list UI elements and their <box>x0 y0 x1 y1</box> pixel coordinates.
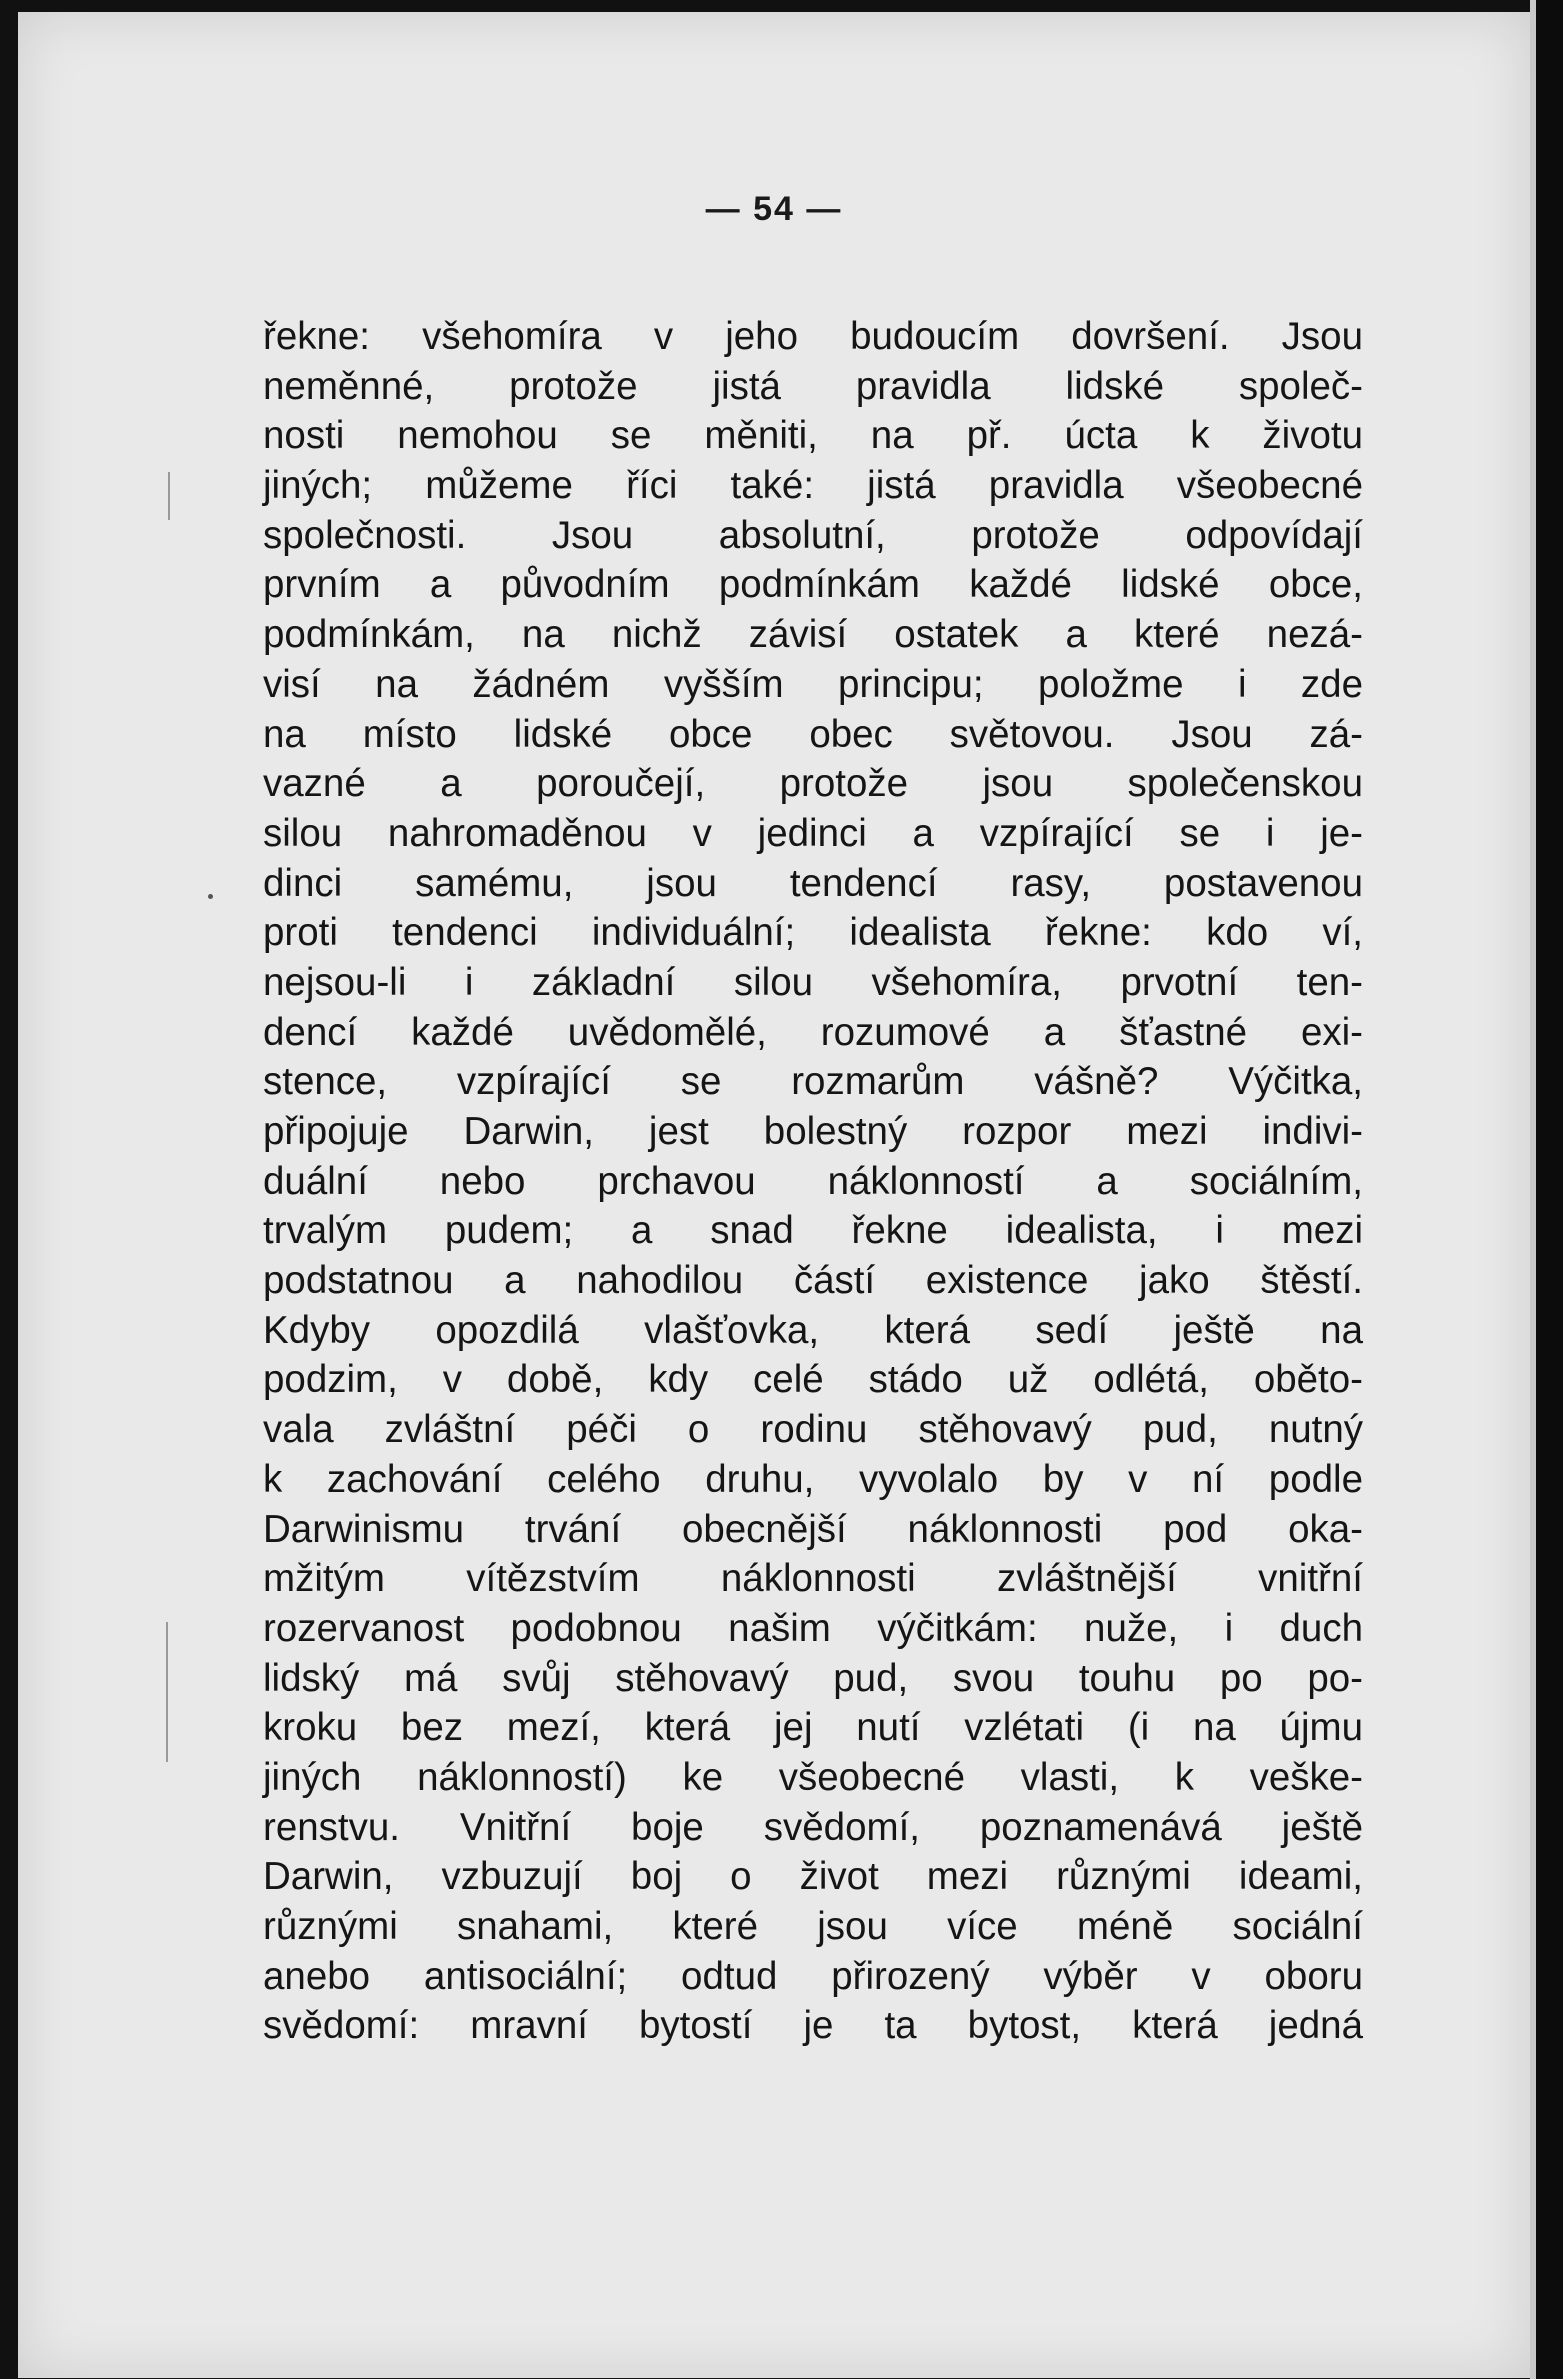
text-line: silou nahromaděnou v jedinci a vzpírající se i je- <box>263 811 1363 855</box>
book-page <box>18 12 1530 2378</box>
text-line: na místo lidské obce obec světovou. Jsou zá- <box>263 712 1363 756</box>
text-line: rozervanost podobnou našim výčitkám: nuže, i duch <box>263 1606 1363 1650</box>
text-line: prvním a původním podmínkám každé lidské obce, <box>263 563 1363 607</box>
margin-mark <box>168 472 170 520</box>
text-line: dencí každé uvědomělé, rozumové a šťastné exi- <box>263 1010 1363 1054</box>
text-line: nosti nemohou se měniti, na př. úcta k životu <box>263 414 1363 458</box>
margin-mark <box>166 1622 168 1762</box>
text-line: neměnné, protože jistá pravidla lidské společ- <box>263 364 1363 408</box>
text-line: anebo antisociální; odtud přirozený výběr v oboru <box>263 1954 1363 1998</box>
text-line: nejsou-li i základní silou všehomíra, prvotní ten- <box>263 960 1363 1004</box>
text-line: Darwinismu trvání obecnější náklonnosti pod oka- <box>263 1507 1363 1551</box>
text-line: proti tendenci individuální; idealista řekne: kdo ví, <box>263 911 1363 955</box>
text-line: různými snahami, které jsou více méně sociální <box>263 1905 1363 1948</box>
text-line: společnosti. Jsou absolutní, protože odpovídají <box>263 513 1363 557</box>
text-line: dinci samému, jsou tendencí rasy, postavenou <box>263 861 1363 905</box>
text-line: k zachování celého druhu, vyvolalo by v ní podle <box>263 1457 1363 1501</box>
text-line: lidský má svůj stěhovavý pud, svou touhu po po- <box>263 1656 1363 1700</box>
text-line: stence, vzpírající se rozmarům vášně? Výčitka, <box>263 1060 1363 1104</box>
text-line: vazné a poroučejí, protože jsou společenskou <box>263 762 1363 806</box>
page-edge <box>1530 0 1536 2379</box>
text-line: duální nebo prchavou náklonností a sociálním, <box>263 1159 1363 1203</box>
text-line: visí na žádném vyšším principu; položme i zde <box>263 662 1363 706</box>
text-line: kroku bez mezí, která jej nutí vzlétati (i na újmu <box>263 1706 1363 1750</box>
book-edge <box>1530 0 1563 2379</box>
text-line: jiných náklonností) ke všeobecné vlasti, k veške- <box>263 1755 1363 1799</box>
text-line: připojuje Darwin, jest bolestný rozpor mezi indivi- <box>263 1110 1363 1153</box>
text-line: jiných; můžeme říci také: jistá pravidla všeobecné <box>263 464 1363 508</box>
text-line: Kdyby opozdilá vlašťovka, která sedí ještě na <box>263 1308 1363 1352</box>
text-line: Darwin, vzbuzují boj o život mezi různými ideami, <box>263 1855 1363 1899</box>
margin-mark <box>208 894 213 899</box>
text-line: svědomí: mravní bytostí je ta bytost, která jedná <box>263 2004 1363 2048</box>
page-number: — 54 — <box>705 190 843 228</box>
text-line: vala zvláštní péči o rodinu stěhovavý pud, nutný <box>263 1408 1363 1452</box>
text-line: trvalým pudem; a snad řekne idealista, i mezi <box>263 1209 1363 1253</box>
text-line: mžitým vítězstvím náklonnosti zvláštnější vnitřní <box>263 1557 1363 1601</box>
text-line: podzim, v době, kdy celé stádo už odlétá, oběto- <box>263 1358 1363 1402</box>
text-line: řekne: všehomíra v jeho budoucím dovršení. Jsou <box>263 315 1363 358</box>
text-line: podstatnou a nahodilou částí existence jako štěstí. <box>263 1259 1363 1303</box>
text-line: renstvu. Vnitřní boje svědomí, poznamenává ještě <box>263 1805 1363 1849</box>
body-text <box>263 312 1363 2051</box>
text-line: podmínkám, na nichž závisí ostatek a které nezá- <box>263 613 1363 657</box>
